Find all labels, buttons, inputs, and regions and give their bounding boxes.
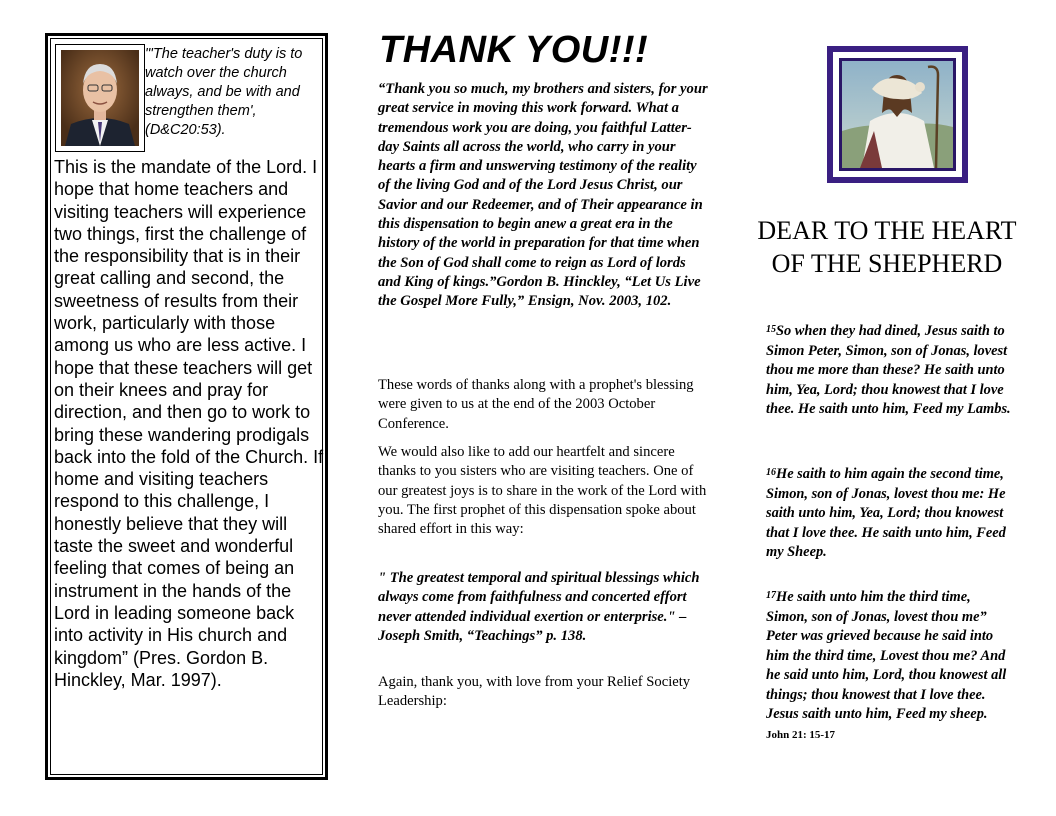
paragraph-conference: These words of thanks along with a prophet's blessing were given to us at the end of the 2003 October Conference. xyxy=(378,377,694,432)
verse-number: 15 xyxy=(766,324,776,335)
scripture-reference: John 21: 15-17 xyxy=(766,728,836,741)
verse-number: 17 xyxy=(766,590,776,601)
joseph-smith-quote: " The greatest temporal and spiritual blessings which always come from faithfulness and concerted effort never attended individual exertion or enterprise." –Joseph Smith, “Teachings” p. 138. xyxy=(378,570,700,644)
verse-text: He saith to him again the second time, Simon, son of Jonas, lovest thou me: He saith unto him, Yea, Lord; thou knowest that I love thee. He saith unto him, Feed my Sheep. xyxy=(766,466,1006,560)
verse-16 xyxy=(766,465,1014,563)
shepherd-heading: DEAR TO THE HEART OF THE SHEPHERD xyxy=(757,216,1017,278)
portrait-photo xyxy=(61,50,139,146)
paragraph-thanks-sisters: We would also like to add our heartfelt and sincere thanks to you sisters who are visiting teachers. One of our greatest joys is to share in the work of the Lord with you. The first prophet of this dispensation spoke about shared effort in this way: xyxy=(378,444,707,538)
thank-you-heading: THANK YOU!!! xyxy=(379,29,649,71)
scripture-quote: "'The teacher's duty is to watch over the church always, and be with and strengthen them', (D&C20:53). xyxy=(145,46,303,138)
verse-number: 16 xyxy=(766,467,776,478)
closing-paragraph: Again, thank you, with love from your Relief Society Leadership: xyxy=(378,674,691,710)
shepherd-picture xyxy=(842,61,953,168)
hinckley-quote: “Thank you so much, my brothers and sisters, for your great service in moving this work forward. What a tremendous work you are doing, you faithful Latter-day Saints all across the world, who carry in your hearts a firm and unswerving testimony of the reality of the living God and of the Lord Jesus Christ, our Savior and our Redeemer, and of Their appearance in this dispensation to begin anew a great era in the history of the world in preparation for that time when the Son of God shall come to reign as Lord of lords and King of kings.”Gordon B. Hinckley, “Let Us Live the Gospel More Fully,” Ensign, Nov. 2003, 102. xyxy=(378,81,708,310)
verse-15 xyxy=(766,322,1014,420)
verse-17 xyxy=(766,588,1014,745)
verse-text: He saith unto him the third time, Simon, son of Jonas, lovest thou me” Peter was grieved because he said into him the third time, Lovest thou me? And he said unto him, Lord, thou knowest all things; thou knowest that I love thee. Jesus saith unto him, Feed my sheep. xyxy=(766,589,1007,722)
verse-text: So when they had dined, Jesus saith to Simon Peter, Simon, son of Jonas, lovest thou me more than these? He saith unto him, Yea, Lord; thou knowest that I love thee. He saith unto him, Feed my Lambs. xyxy=(766,323,1011,417)
left-body-text: This is the mandate of the Lord. I hope that home teachers and visiting teachers will experience two things, first the challenge of the responsibility that is in their great calling and second, the sweetness of results from their work, particularly with those among us who are less active. I hope that these teachers will get on their knees and pray for direction, and then go to work to bring these wandering prodigals back into the fold of the Church. If home and visiting teachers respond to this challenge, I honestly believe that they will taste the sweet and wonderful feeling that comes of being an instrument in the hands of the Lord in leading someone back into activity in His church and kingdom” (Pres. Gordon B. Hinckley, Mar. 1997). xyxy=(54,157,324,690)
